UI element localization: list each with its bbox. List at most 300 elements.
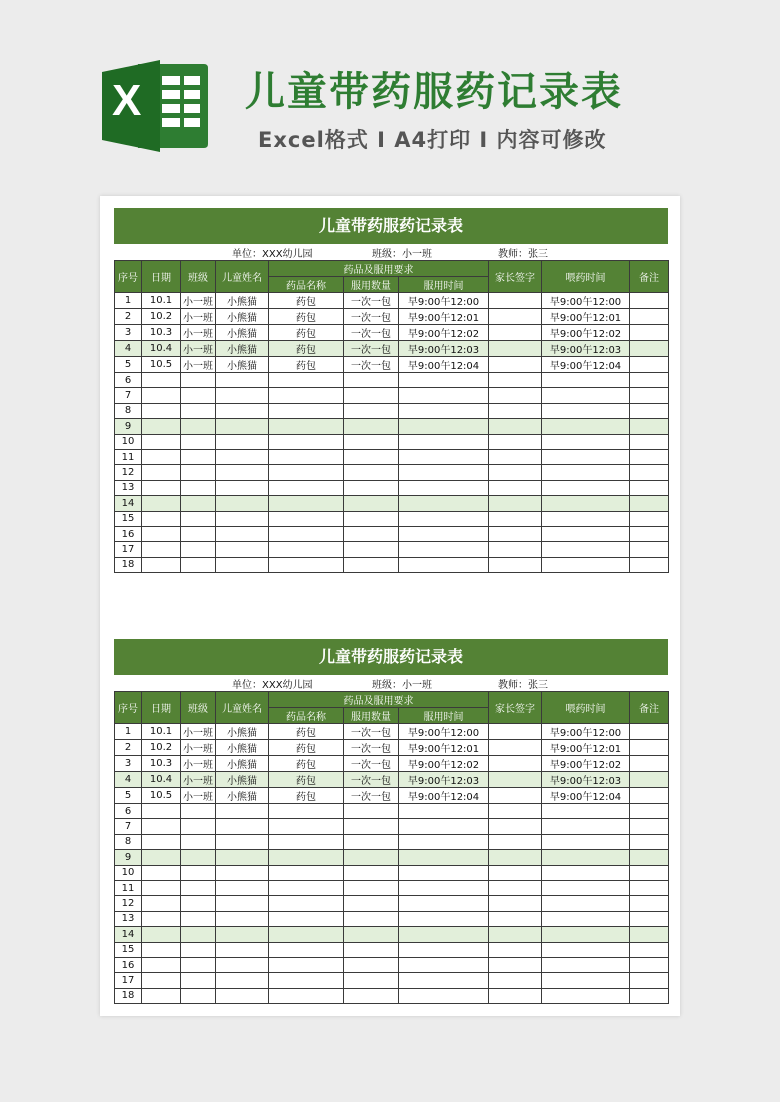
cell-note[interactable]: [630, 973, 669, 988]
cell-sign[interactable]: [489, 724, 542, 740]
cell-dose[interactable]: [344, 988, 399, 1003]
cell-date[interactable]: [142, 557, 181, 572]
cell-child[interactable]: [216, 419, 269, 434]
cell-note[interactable]: [630, 526, 669, 541]
cell-dose[interactable]: 一次一包: [344, 341, 399, 357]
cell-date[interactable]: [142, 511, 181, 526]
cell-med[interactable]: [269, 988, 344, 1003]
cell-med[interactable]: [269, 403, 344, 418]
cell-child[interactable]: [216, 388, 269, 403]
cell-med[interactable]: 药包: [269, 341, 344, 357]
cell-dose[interactable]: [344, 403, 399, 418]
cell-seq[interactable]: 14: [115, 496, 142, 511]
cell-time[interactable]: [399, 819, 489, 834]
cell-dose[interactable]: [344, 804, 399, 819]
cell-class[interactable]: 小一班: [181, 740, 216, 756]
cell-class[interactable]: 小一班: [181, 293, 216, 309]
cell-time[interactable]: [399, 804, 489, 819]
cell-sign[interactable]: [489, 973, 542, 988]
cell-child[interactable]: 小熊猫: [216, 788, 269, 804]
cell-time[interactable]: 早9:00午12:03: [399, 341, 489, 357]
cell-sign[interactable]: [489, 526, 542, 541]
cell-date[interactable]: [142, 419, 181, 434]
cell-med[interactable]: [269, 511, 344, 526]
cell-class[interactable]: [181, 865, 216, 880]
cell-med[interactable]: 药包: [269, 772, 344, 788]
cell-med[interactable]: [269, 942, 344, 957]
cell-child[interactable]: [216, 957, 269, 972]
cell-sign[interactable]: [489, 403, 542, 418]
cell-feed[interactable]: [542, 449, 630, 464]
cell-sign[interactable]: [489, 911, 542, 926]
cell-dose[interactable]: [344, 373, 399, 388]
cell-time[interactable]: [399, 911, 489, 926]
cell-class[interactable]: [181, 373, 216, 388]
cell-child[interactable]: [216, 480, 269, 495]
cell-child[interactable]: [216, 988, 269, 1003]
cell-seq[interactable]: 5: [115, 357, 142, 373]
cell-date[interactable]: 10.1: [142, 724, 181, 740]
cell-feed[interactable]: [542, 973, 630, 988]
cell-child[interactable]: [216, 880, 269, 895]
cell-note[interactable]: [630, 419, 669, 434]
cell-dose[interactable]: [344, 911, 399, 926]
cell-note[interactable]: [630, 511, 669, 526]
cell-class[interactable]: [181, 850, 216, 865]
cell-child[interactable]: 小熊猫: [216, 756, 269, 772]
cell-note[interactable]: [630, 341, 669, 357]
cell-time[interactable]: 早9:00午12:00: [399, 724, 489, 740]
cell-class[interactable]: [181, 557, 216, 572]
cell-time[interactable]: [399, 496, 489, 511]
cell-time[interactable]: [399, 388, 489, 403]
cell-child[interactable]: [216, 465, 269, 480]
cell-seq[interactable]: 2: [115, 309, 142, 325]
cell-class[interactable]: [181, 804, 216, 819]
cell-time[interactable]: [399, 896, 489, 911]
cell-time[interactable]: [399, 465, 489, 480]
cell-class[interactable]: [181, 911, 216, 926]
cell-date[interactable]: [142, 465, 181, 480]
cell-sign[interactable]: [489, 896, 542, 911]
cell-feed[interactable]: [542, 865, 630, 880]
cell-note[interactable]: [630, 740, 669, 756]
cell-dose[interactable]: [344, 880, 399, 895]
cell-seq[interactable]: 7: [115, 819, 142, 834]
cell-note[interactable]: [630, 927, 669, 942]
cell-seq[interactable]: 8: [115, 403, 142, 418]
cell-child[interactable]: [216, 834, 269, 849]
cell-note[interactable]: [630, 542, 669, 557]
cell-sign[interactable]: [489, 804, 542, 819]
cell-seq[interactable]: 11: [115, 449, 142, 464]
cell-feed[interactable]: [542, 819, 630, 834]
cell-med[interactable]: [269, 557, 344, 572]
cell-feed[interactable]: [542, 465, 630, 480]
cell-dose[interactable]: [344, 434, 399, 449]
cell-class[interactable]: [181, 434, 216, 449]
cell-date[interactable]: [142, 896, 181, 911]
cell-sign[interactable]: [489, 850, 542, 865]
cell-note[interactable]: [630, 557, 669, 572]
cell-class[interactable]: [181, 542, 216, 557]
cell-seq[interactable]: 17: [115, 542, 142, 557]
cell-date[interactable]: 10.5: [142, 788, 181, 804]
cell-med[interactable]: 药包: [269, 357, 344, 373]
cell-time[interactable]: [399, 526, 489, 541]
cell-note[interactable]: [630, 724, 669, 740]
cell-sign[interactable]: [489, 434, 542, 449]
cell-dose[interactable]: [344, 526, 399, 541]
cell-dose[interactable]: [344, 850, 399, 865]
cell-dose[interactable]: [344, 896, 399, 911]
cell-note[interactable]: [630, 756, 669, 772]
cell-seq[interactable]: 2: [115, 740, 142, 756]
cell-time[interactable]: [399, 449, 489, 464]
cell-child[interactable]: [216, 496, 269, 511]
cell-feed[interactable]: 早9:00午12:02: [542, 756, 630, 772]
cell-med[interactable]: [269, 388, 344, 403]
cell-med[interactable]: [269, 449, 344, 464]
cell-feed[interactable]: [542, 419, 630, 434]
cell-seq[interactable]: 8: [115, 834, 142, 849]
cell-date[interactable]: [142, 373, 181, 388]
cell-sign[interactable]: [489, 449, 542, 464]
cell-child[interactable]: [216, 804, 269, 819]
cell-date[interactable]: [142, 865, 181, 880]
cell-time[interactable]: [399, 988, 489, 1003]
cell-time[interactable]: 早9:00午12:04: [399, 788, 489, 804]
cell-time[interactable]: [399, 927, 489, 942]
cell-child[interactable]: [216, 373, 269, 388]
cell-date[interactable]: [142, 834, 181, 849]
cell-sign[interactable]: [489, 542, 542, 557]
cell-date[interactable]: 10.2: [142, 309, 181, 325]
cell-feed[interactable]: [542, 526, 630, 541]
cell-date[interactable]: [142, 526, 181, 541]
cell-med[interactable]: [269, 865, 344, 880]
cell-note[interactable]: [630, 309, 669, 325]
cell-note[interactable]: [630, 988, 669, 1003]
cell-feed[interactable]: [542, 988, 630, 1003]
cell-med[interactable]: 药包: [269, 788, 344, 804]
cell-child[interactable]: [216, 542, 269, 557]
cell-time[interactable]: [399, 973, 489, 988]
cell-date[interactable]: [142, 434, 181, 449]
cell-time[interactable]: [399, 434, 489, 449]
cell-seq[interactable]: 18: [115, 988, 142, 1003]
cell-child[interactable]: [216, 927, 269, 942]
cell-dose[interactable]: 一次一包: [344, 772, 399, 788]
cell-dose[interactable]: [344, 865, 399, 880]
cell-sign[interactable]: [489, 865, 542, 880]
cell-dose[interactable]: 一次一包: [344, 740, 399, 756]
cell-time[interactable]: [399, 511, 489, 526]
cell-class[interactable]: 小一班: [181, 341, 216, 357]
cell-child[interactable]: [216, 511, 269, 526]
cell-time[interactable]: 早9:00午12:01: [399, 309, 489, 325]
cell-note[interactable]: [630, 772, 669, 788]
cell-seq[interactable]: 16: [115, 526, 142, 541]
cell-seq[interactable]: 5: [115, 788, 142, 804]
cell-class[interactable]: [181, 449, 216, 464]
cell-seq[interactable]: 9: [115, 850, 142, 865]
cell-med[interactable]: [269, 973, 344, 988]
cell-sign[interactable]: [489, 419, 542, 434]
cell-seq[interactable]: 12: [115, 465, 142, 480]
cell-med[interactable]: 药包: [269, 756, 344, 772]
cell-dose[interactable]: [344, 480, 399, 495]
cell-note[interactable]: [630, 480, 669, 495]
cell-seq[interactable]: 3: [115, 756, 142, 772]
cell-time[interactable]: 早9:00午12:00: [399, 293, 489, 309]
cell-seq[interactable]: 15: [115, 511, 142, 526]
cell-note[interactable]: [630, 434, 669, 449]
cell-class[interactable]: [181, 896, 216, 911]
cell-sign[interactable]: [489, 756, 542, 772]
cell-child[interactable]: [216, 911, 269, 926]
cell-med[interactable]: [269, 465, 344, 480]
cell-dose[interactable]: 一次一包: [344, 357, 399, 373]
cell-class[interactable]: [181, 403, 216, 418]
cell-med[interactable]: 药包: [269, 724, 344, 740]
cell-date[interactable]: [142, 911, 181, 926]
cell-feed[interactable]: [542, 403, 630, 418]
cell-child[interactable]: 小熊猫: [216, 341, 269, 357]
cell-child[interactable]: 小熊猫: [216, 724, 269, 740]
cell-feed[interactable]: [542, 896, 630, 911]
cell-med[interactable]: [269, 496, 344, 511]
cell-feed[interactable]: 早9:00午12:01: [542, 740, 630, 756]
cell-seq[interactable]: 13: [115, 480, 142, 495]
cell-dose[interactable]: 一次一包: [344, 325, 399, 341]
cell-class[interactable]: [181, 834, 216, 849]
cell-feed[interactable]: 早9:00午12:00: [542, 724, 630, 740]
cell-seq[interactable]: 13: [115, 911, 142, 926]
cell-date[interactable]: [142, 927, 181, 942]
cell-feed[interactable]: [542, 957, 630, 972]
cell-feed[interactable]: [542, 480, 630, 495]
cell-date[interactable]: [142, 988, 181, 1003]
cell-med[interactable]: [269, 373, 344, 388]
cell-seq[interactable]: 6: [115, 373, 142, 388]
cell-seq[interactable]: 12: [115, 896, 142, 911]
cell-med[interactable]: [269, 834, 344, 849]
cell-date[interactable]: [142, 388, 181, 403]
cell-dose[interactable]: [344, 511, 399, 526]
cell-dose[interactable]: 一次一包: [344, 788, 399, 804]
cell-child[interactable]: [216, 819, 269, 834]
cell-class[interactable]: [181, 973, 216, 988]
cell-seq[interactable]: 4: [115, 772, 142, 788]
cell-seq[interactable]: 10: [115, 865, 142, 880]
cell-class[interactable]: 小一班: [181, 788, 216, 804]
cell-date[interactable]: 10.3: [142, 756, 181, 772]
cell-child[interactable]: [216, 434, 269, 449]
cell-time[interactable]: [399, 957, 489, 972]
cell-sign[interactable]: [489, 988, 542, 1003]
cell-sign[interactable]: [489, 957, 542, 972]
cell-med[interactable]: [269, 850, 344, 865]
cell-sign[interactable]: [489, 511, 542, 526]
cell-med[interactable]: 药包: [269, 325, 344, 341]
cell-time[interactable]: [399, 542, 489, 557]
cell-class[interactable]: [181, 988, 216, 1003]
cell-child[interactable]: [216, 865, 269, 880]
cell-note[interactable]: [630, 834, 669, 849]
cell-med[interactable]: [269, 927, 344, 942]
cell-dose[interactable]: 一次一包: [344, 309, 399, 325]
cell-date[interactable]: 10.4: [142, 341, 181, 357]
cell-seq[interactable]: 15: [115, 942, 142, 957]
cell-seq[interactable]: 9: [115, 419, 142, 434]
cell-date[interactable]: [142, 480, 181, 495]
cell-note[interactable]: [630, 403, 669, 418]
cell-date[interactable]: 10.2: [142, 740, 181, 756]
cell-class[interactable]: [181, 942, 216, 957]
cell-dose[interactable]: [344, 449, 399, 464]
cell-date[interactable]: [142, 403, 181, 418]
cell-note[interactable]: [630, 850, 669, 865]
cell-date[interactable]: [142, 804, 181, 819]
cell-med[interactable]: [269, 880, 344, 895]
cell-feed[interactable]: 早9:00午12:03: [542, 341, 630, 357]
cell-time[interactable]: [399, 850, 489, 865]
cell-note[interactable]: [630, 325, 669, 341]
cell-dose[interactable]: [344, 542, 399, 557]
cell-feed[interactable]: 早9:00午12:00: [542, 293, 630, 309]
cell-note[interactable]: [630, 819, 669, 834]
cell-sign[interactable]: [489, 373, 542, 388]
cell-class[interactable]: [181, 496, 216, 511]
cell-feed[interactable]: [542, 542, 630, 557]
cell-child[interactable]: 小熊猫: [216, 357, 269, 373]
cell-note[interactable]: [630, 293, 669, 309]
cell-class[interactable]: [181, 480, 216, 495]
cell-sign[interactable]: [489, 465, 542, 480]
cell-date[interactable]: 10.5: [142, 357, 181, 373]
cell-sign[interactable]: [489, 388, 542, 403]
cell-dose[interactable]: [344, 819, 399, 834]
cell-time[interactable]: [399, 419, 489, 434]
cell-time[interactable]: 早9:00午12:02: [399, 325, 489, 341]
cell-child[interactable]: [216, 449, 269, 464]
cell-class[interactable]: [181, 388, 216, 403]
cell-feed[interactable]: 早9:00午12:04: [542, 788, 630, 804]
cell-sign[interactable]: [489, 496, 542, 511]
cell-dose[interactable]: [344, 973, 399, 988]
cell-sign[interactable]: [489, 293, 542, 309]
cell-dose[interactable]: [344, 834, 399, 849]
cell-med[interactable]: [269, 804, 344, 819]
cell-class[interactable]: 小一班: [181, 724, 216, 740]
cell-class[interactable]: [181, 957, 216, 972]
cell-date[interactable]: [142, 942, 181, 957]
cell-feed[interactable]: [542, 942, 630, 957]
cell-time[interactable]: 早9:00午12:01: [399, 740, 489, 756]
cell-date[interactable]: [142, 819, 181, 834]
cell-class[interactable]: [181, 465, 216, 480]
cell-note[interactable]: [630, 865, 669, 880]
cell-child[interactable]: [216, 973, 269, 988]
cell-class[interactable]: [181, 927, 216, 942]
cell-feed[interactable]: [542, 804, 630, 819]
cell-med[interactable]: [269, 957, 344, 972]
cell-sign[interactable]: [489, 341, 542, 357]
cell-sign[interactable]: [489, 942, 542, 957]
cell-sign[interactable]: [489, 309, 542, 325]
cell-date[interactable]: 10.1: [142, 293, 181, 309]
cell-class[interactable]: [181, 511, 216, 526]
cell-dose[interactable]: 一次一包: [344, 724, 399, 740]
cell-child[interactable]: [216, 557, 269, 572]
cell-seq[interactable]: 7: [115, 388, 142, 403]
cell-sign[interactable]: [489, 557, 542, 572]
cell-class[interactable]: 小一班: [181, 756, 216, 772]
cell-class[interactable]: 小一班: [181, 325, 216, 341]
cell-seq[interactable]: 18: [115, 557, 142, 572]
cell-class[interactable]: [181, 819, 216, 834]
cell-note[interactable]: [630, 388, 669, 403]
cell-feed[interactable]: [542, 496, 630, 511]
cell-class[interactable]: [181, 419, 216, 434]
cell-date[interactable]: 10.3: [142, 325, 181, 341]
cell-dose[interactable]: [344, 942, 399, 957]
cell-sign[interactable]: [489, 880, 542, 895]
cell-med[interactable]: [269, 542, 344, 557]
cell-child[interactable]: [216, 526, 269, 541]
cell-med[interactable]: [269, 911, 344, 926]
cell-seq[interactable]: 14: [115, 927, 142, 942]
cell-time[interactable]: 早9:00午12:03: [399, 772, 489, 788]
cell-child[interactable]: 小熊猫: [216, 293, 269, 309]
cell-note[interactable]: [630, 357, 669, 373]
cell-feed[interactable]: 早9:00午12:04: [542, 357, 630, 373]
cell-time[interactable]: [399, 373, 489, 388]
cell-date[interactable]: [142, 880, 181, 895]
cell-time[interactable]: [399, 942, 489, 957]
cell-feed[interactable]: [542, 388, 630, 403]
cell-med[interactable]: [269, 480, 344, 495]
cell-med[interactable]: [269, 526, 344, 541]
cell-seq[interactable]: 1: [115, 724, 142, 740]
cell-dose[interactable]: [344, 496, 399, 511]
cell-child[interactable]: 小熊猫: [216, 325, 269, 341]
cell-note[interactable]: [630, 788, 669, 804]
cell-class[interactable]: [181, 526, 216, 541]
cell-feed[interactable]: [542, 834, 630, 849]
cell-med[interactable]: 药包: [269, 309, 344, 325]
cell-dose[interactable]: 一次一包: [344, 756, 399, 772]
cell-seq[interactable]: 4: [115, 341, 142, 357]
cell-seq[interactable]: 11: [115, 880, 142, 895]
cell-seq[interactable]: 3: [115, 325, 142, 341]
cell-dose[interactable]: [344, 957, 399, 972]
cell-feed[interactable]: [542, 373, 630, 388]
cell-seq[interactable]: 1: [115, 293, 142, 309]
cell-feed[interactable]: [542, 850, 630, 865]
cell-feed[interactable]: [542, 911, 630, 926]
cell-feed[interactable]: [542, 557, 630, 572]
cell-date[interactable]: [142, 973, 181, 988]
cell-child[interactable]: [216, 896, 269, 911]
cell-child[interactable]: [216, 850, 269, 865]
cell-time[interactable]: [399, 403, 489, 418]
cell-feed[interactable]: [542, 434, 630, 449]
cell-time[interactable]: 早9:00午12:04: [399, 357, 489, 373]
cell-time[interactable]: [399, 834, 489, 849]
cell-sign[interactable]: [489, 772, 542, 788]
